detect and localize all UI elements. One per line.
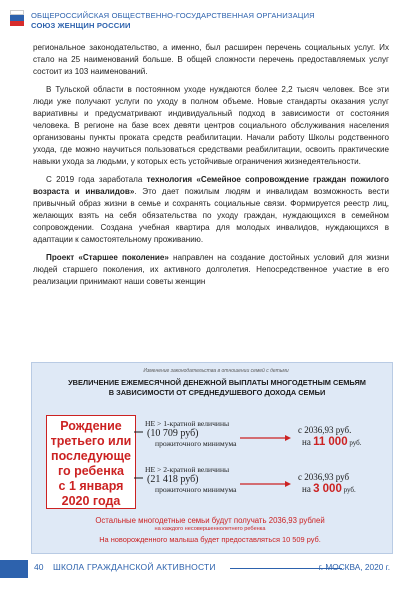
paragraph-1: региональное законодательство, а именно, был расширен перечень социальных услуг. Их стало на 25 наименований больше. В общей сложности перечень предоставляемых услуг состоит из 103 наименований.	[33, 43, 389, 76]
p4-rest: направлен на создание достойных условий для жизни людей старшего поколения, их активного долголетия. Непосредственное участие в его реализации принимают наши советы женщин	[33, 253, 389, 286]
payment-2-amount: 3 000	[313, 483, 342, 495]
page-footer	[0, 562, 420, 576]
condition-1-unit: прожиточного минимума	[155, 439, 237, 448]
payment-1	[298, 424, 362, 449]
payment-2	[298, 471, 356, 496]
payment-1-unit: руб.	[347, 439, 362, 447]
footer-city-year: г. МОСКВА, 2020 г.	[318, 562, 390, 572]
condition-2-amount: (21 418 руб)	[147, 474, 199, 485]
condition-2-limit: НЕ > 2-кратной величины	[145, 465, 230, 474]
birth-line: 2020 года	[61, 494, 121, 508]
payment-1-from: с 2036,93 руб.	[298, 425, 352, 435]
payment-1-amount: 11 000	[313, 436, 348, 448]
other-families-note: Остальные многодетные семьи будут получать 2036,93 рублей	[95, 516, 325, 525]
payment-2-unit: руб.	[341, 486, 356, 494]
payment-2-prefix: на	[302, 484, 314, 494]
p3-lead: С 2019 года заработала	[46, 175, 147, 184]
p4-project-name: Проект «Старшее поколение»	[46, 253, 169, 262]
arrow-head-icon	[285, 481, 291, 487]
payment-2-to	[298, 483, 356, 496]
slide-title: Изменение законодательства в отношении семей с детьми	[143, 368, 289, 374]
slide-heading-line-2: В ЗАВИСИМОСТИ ОТ СРЕДНЕДУШЕВОГО ДОХОДА СЕМЬИ	[108, 387, 326, 397]
income-condition-1	[145, 419, 237, 448]
per-child-note: на каждого несовершеннолетнего ребенка	[154, 526, 266, 532]
condition-1-amount: (10 709 руб)	[147, 428, 199, 439]
org-line-1: ОБЩЕРОССИЙСКАЯ ОБЩЕСТВЕННО-ГОСУДАРСТВЕННАЯ ОРГАНИЗАЦИЯ	[31, 11, 315, 20]
birth-line: с 1 января	[58, 479, 124, 493]
org-line-2: СОЮЗ ЖЕНЩИН РОССИИ	[31, 20, 131, 30]
newborn-note: На новорожденного малыша будет предоставляться 10 509 руб.	[99, 535, 321, 544]
birth-line: го ребенка	[57, 464, 124, 478]
p3-technology-name: технология «Семейное сопровождение граждан пожилого возраста и инвалидов»	[33, 175, 389, 196]
condition-1-limit: НЕ > 1-кратной величины	[145, 419, 230, 428]
arrow-head-icon	[285, 435, 291, 441]
birth-line: Рождение	[60, 419, 122, 433]
slide-heading-line-1: УВЕЛИЧЕНИЕ ЕЖЕМЕСЯЧНОЙ ДЕНЕЖНОЙ ВЫПЛАТЫ МНОГОДЕТНЫМ СЕМЬЯМ	[68, 378, 366, 387]
paragraph-2: В Тульской области в постоянном уходе нуждаются более 2,2 тысяч человек. Все эти люди уже получают услуги по уходу в полном объеме. Новые стандарты оказания услуг вариативны и предусматривают индивидуальный подход в зависимости от состояния человека. В регионе на базе всех девяти центров социального обслуживания населения организованы пункты проката средств реабилитации. Начали работу Школы родственного ухода, где можно научиться пользоваться средствами реабилитации, освоить практические навыки ухода за людьми, у которых есть устойчивые ограничения жизнедеятельности.	[33, 85, 389, 166]
footer-title: ШКОЛА ГРАЖДАНСКОЙ АКТИВНОСТИ	[53, 562, 216, 572]
birth-line: третьего или	[50, 434, 132, 448]
income-condition-2	[145, 465, 237, 494]
condition-2-unit: прожиточного минимума	[155, 485, 237, 494]
payment-2-from: с 2036,93 руб	[298, 472, 350, 482]
birth-line: последующе	[51, 449, 131, 463]
payment-1-prefix: на	[302, 437, 314, 447]
payment-1-to	[298, 436, 362, 449]
page-number: 40	[34, 562, 44, 572]
p3-rest: . Это дает пожилым людям и инвалидам возможность вести привычный образ жизни в семье и сохранять социальные связи. Формируется реестр лиц, желающих взять на себя обязательства по уходу граждан, нуждающихся в семейном сопровождении. Создана учебная квартира для молодых инвалидов, нуждающихся в адаптации к самостоятельному проживанию.	[33, 187, 390, 244]
